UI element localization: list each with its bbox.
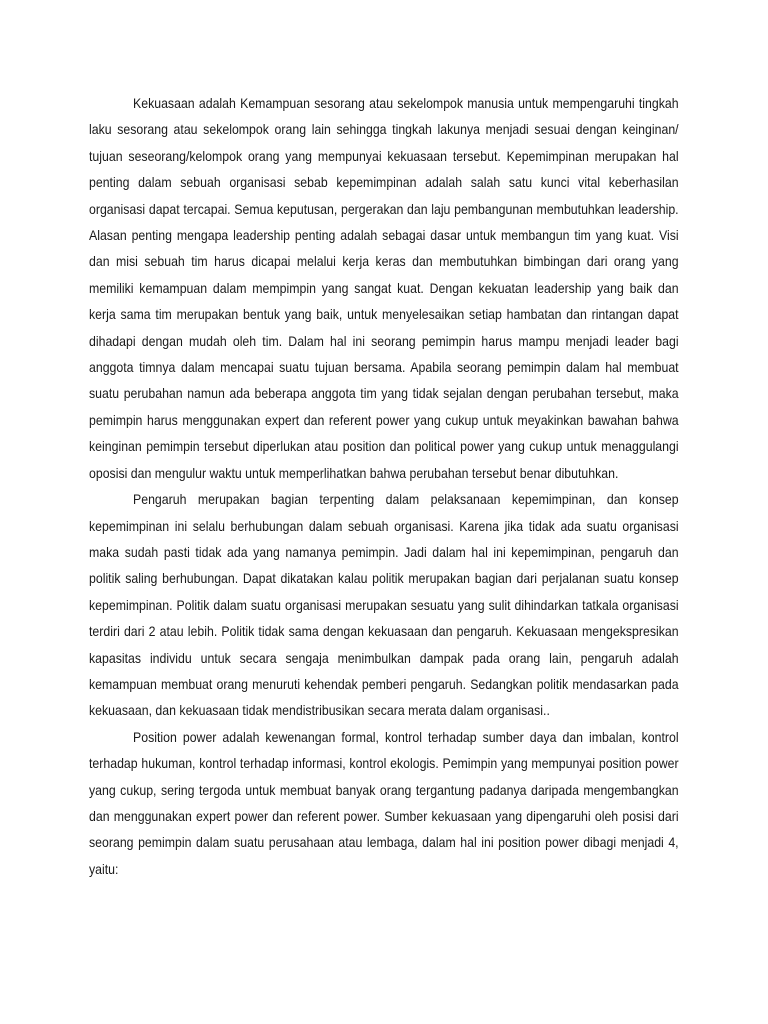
paragraph-position-power: Position power adalah kewenangan formal, kontrol terhadap sumber daya dan imbalan, kontrol terhadap hukuman, kontrol terhadap informasi, kontrol ekologis. Pemimpin yang mempunyai position power yang cukup, sering tergoda untuk membuat banyak orang tergantung padanya daripada mengembangkan dan menggunakan expert power dan referent power. Sumber kekuasaan yang dipengaruhi oleh posisi dari seorang pemimpin dalam suatu perusahaan atau lembaga, dalam hal ini position power dibagi menjadi 4, yaitu: — [89, 728, 679, 877]
paragraph-kekuasaan: Kekuasaan adalah Kemampuan sesorang atau sekelompok manusia untuk mempengaruhi tingkah laku sesorang atau sekelompok orang lain sehingga tingkah lakunya menjadi sesuai dengan keinginan/ tujuan seseorang/kelompok orang yang mempunyai kekuasaan tersebut. Kepemimpinan merupakan hal penting dalam sebuah organisasi sebab kepemimpinan adalah salah satu kunci vital keberhasilan organisasi dapat tercapai. Semua keputusan, pergerakan dan laju pembangunan membutuhkan leadership. Alasan penting mengapa leadership penting adalah sebagai dasar untuk membangun tim yang kuat. Visi dan misi sebuah tim harus dicapai melalui kerja keras dan membutuhkan bimbingan dari orang yang memiliki kemampuan dalam mempimpin yang sangat kuat. Dengan kekuatan leadership yang baik dan kerja sama tim merupakan bentuk yang baik, untuk menyelesaikan setiap hambatan dan rintangan dapat dihadapi dengan mudah oleh tim. Dalam hal ini seorang pemimpin harus mampu menjadi leader bagi anggota timnya dalam mencapai suatu tujuan bersama. Apabila seorang pemimpin dalam hal membuat suatu perubahan namun ada beberapa anggota tim yang tidak sejalan dengan perubahan tersebut, maka pemimpin harus menggunakan expert dan referent power yang cukup untuk meyakinkan bawahan bahwa keinginan pemimpin tersebut diperlukan atau position dan political power yang cukup untuk menaggulangi oposisi dan mengulur waktu untuk memperlihatkan bahwa perubahan tersebut benar dibutuhkan. — [89, 95, 679, 481]
paragraph-pengaruh: Pengaruh merupakan bagian terpenting dalam pelaksanaan kepemimpinan, dan konsep kepemimpinan ini selalu berhubungan dalam sebuah organisasi. Karena jika tidak ada suatu organisasi maka sudah pasti tidak ada yang namanya pemimpin. Jadi dalam hal ini kepemimpinan, pengaruh dan politik saling berhubungan. Dapat dikatakan kalau politik merupakan bagian dari perjalanan suatu konsep kepemimpinan. Politik dalam suatu organisasi merupakan sesuatu yang sulit dihindarkan tatkala organisasi terdiri dari 2 atau lebih. Politik tidak sama dengan kekuasaan dan pengaruh. Kekuasaan mengekspresikan kapasitas individu untuk secara sengaja menimbulkan dampak pada orang lain, pengaruh adalah kemampuan membuat orang menuruti kehendak pemberi pengaruh. Sedangkan politik mendasarkan pada kekuasaan, dan kekuasaan tidak mendistribusikan secara merata dalam organisasi.. — [89, 491, 679, 719]
document-body — [89, 90, 679, 882]
